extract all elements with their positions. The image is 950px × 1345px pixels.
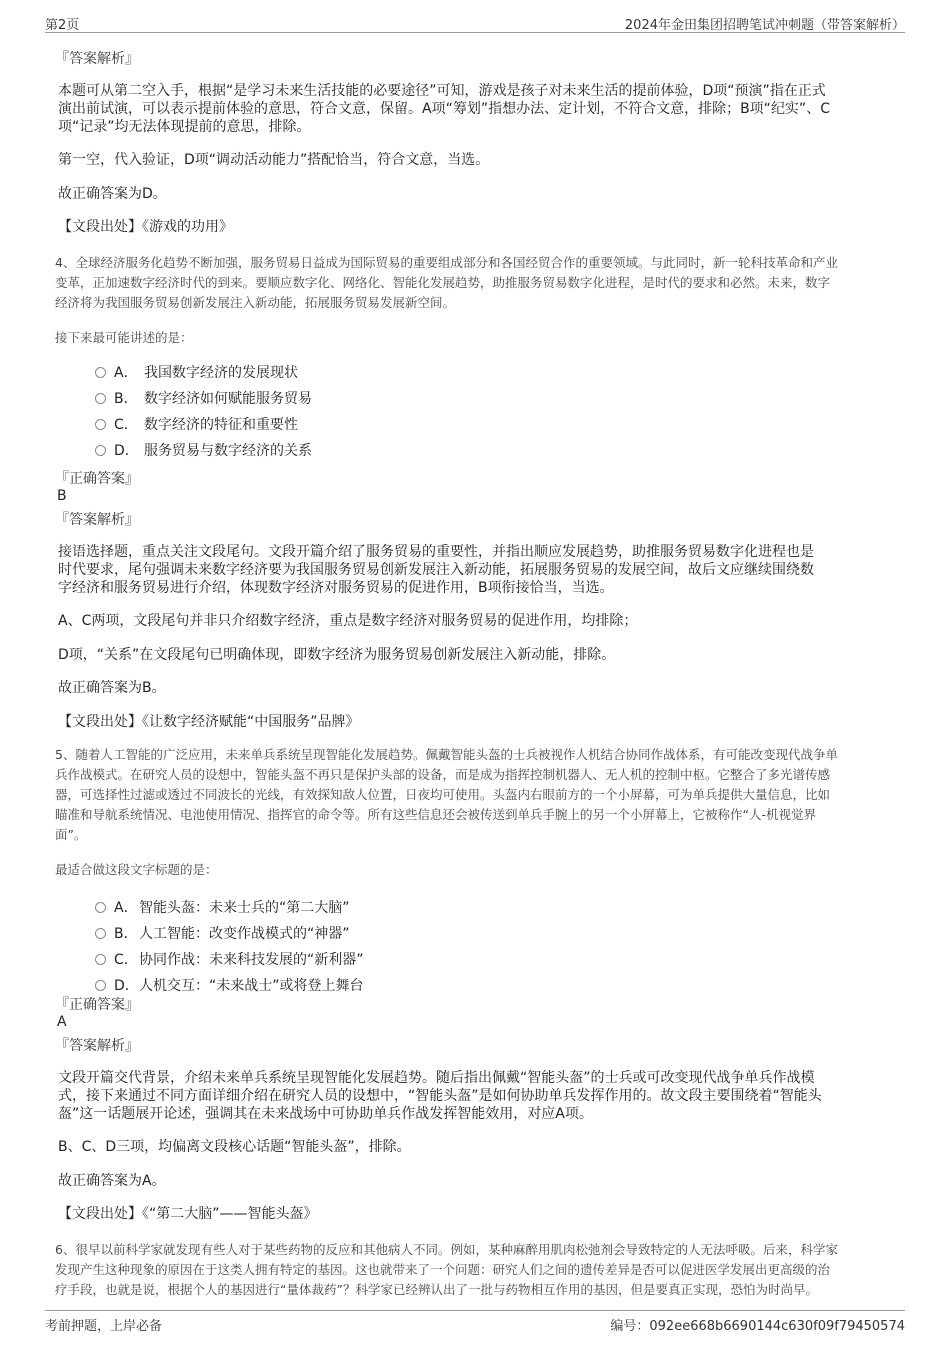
q4-analysis-p4: 故正确答案为B。 <box>58 680 166 696</box>
q4-option-d[interactable]: D． 服务贸易与数字经济的关系 <box>95 440 312 462</box>
q5-source <box>58 1205 318 1223</box>
q5-option-b[interactable]: B．人工智能：改变作战模式的“神器” <box>95 923 350 945</box>
q3-analysis-p3: 故正确答案为D。 <box>58 186 167 202</box>
q4-option-b[interactable]: B． 数字经济如何赋能服务贸易 <box>95 388 312 410</box>
q6-text-line-3: 疗手段，也就是说，根据个人的基因进行“量体裁药”？科学家已经辨认出了一批与药物相互作用的基因，但是要真正实现，恐怕为时尚早。 <box>55 1282 818 1297</box>
q5-prompt: 最适合做这段文字标题的是： <box>55 862 218 877</box>
correct-answer-label: 『正确答案』 <box>55 997 139 1013</box>
footer-slogan: 考前押题，上岸必备 <box>45 1319 163 1334</box>
radio-icon[interactable] <box>95 445 106 456</box>
q3-analysis-line-3: 项“记录”均无法体现提前的意思，排除。 <box>58 119 311 135</box>
q4-text-line-3: 经济将为我国服务贸易创新发展注入新动能，拓展服务贸易发展新空间。 <box>55 295 456 310</box>
q5-option-d[interactable]: D．人机交互：“未来战士”或将登上舞台 <box>95 975 364 997</box>
radio-icon[interactable] <box>95 367 106 378</box>
radio-icon[interactable] <box>95 902 106 913</box>
q5-option-c[interactable]: C．协同作战：未来科技发展的“新利器” <box>95 949 364 971</box>
q5-analysis-p2: B、C、D三项，均偏离文段核心话题“智能头盔”，排除。 <box>58 1139 411 1155</box>
q5-text-line-1: 5、随着人工智能的广泛应用，未来单兵系统呈现智能化发展趋势。佩戴智能头盔的士兵被视作人机结合协同作战体系，有可能改变现代战争单 <box>55 747 838 762</box>
q4-option-c[interactable]: C． 数字经济的特征和重要性 <box>95 414 298 436</box>
q4-text-line-2: 变革，正加速数字经济时代的到来。要顺应数字化、网络化、智能化发展趋势，助推服务贸易数字化进程，是时代的要求和必然。未来，数字 <box>55 275 831 290</box>
q5-text-line-4: 瞄准和导航系统情况、电池使用情况、指挥官的命令等。所有这些信息还会被传送到单兵手腕上的另一个小屏幕上，它被称作“人-机视觉界 <box>55 807 816 822</box>
source-title: 《游戏的功用》 <box>142 219 233 235</box>
q5-analysis-line-2: 式，接下来通过不同方面详细介绍在研究人员的设想中，“智能头盔”是如何协助单兵发挥作用的。故文段主要围绕着“智能头 <box>58 1088 822 1104</box>
q3-analysis-line-1: 本题可从第二空入手，根据“是学习未来生活技能的必要途径”可知，游戏是孩子对未来生活的提前体验，D项“预演”指在正式 <box>58 83 826 99</box>
q5-analysis-line-1: 文段开篇交代背景，介绍未来单兵系统呈现智能化发展趋势。随后指出佩戴“智能头盔”的士兵或可改变现代战争单兵作战模 <box>58 1070 815 1086</box>
q4-source <box>58 713 360 731</box>
q5-text-line-2: 兵作战模式。在研究人员的设想中，智能头盔不再只是保护头部的设备，而是成为指挥控制机器人、无人机的控制中枢。它整合了多光谱传感 <box>55 767 831 782</box>
document-title: 2024年金田集团招聘笔试冲刺题（带答案解析） <box>624 18 905 33</box>
radio-icon[interactable] <box>95 393 106 404</box>
source-label: 【文段出处】 <box>58 219 142 235</box>
q3-analysis-p2: 第一空，代入验证，D项“调动活动能力”搭配恰当，符合文意，当选。 <box>58 152 490 168</box>
footer-code-value: 092ee668b6690144c630f09f79450574 <box>649 1319 905 1334</box>
source-title: 《“第二大脑”——智能头盔》 <box>142 1206 318 1222</box>
source-title: 《让数字经济赋能“中国服务”品牌》 <box>142 714 360 730</box>
q4-analysis-line-1: 接语选择题，重点关注文段尾句。文段开篇介绍了服务贸易的重要性，并指出顺应发展趋势，助推服务贸易数字化进程也是 <box>58 544 814 560</box>
q4-option-a[interactable]: A． 我国数字经济的发展现状 <box>95 362 298 384</box>
source-label: 【文段出处】 <box>58 714 142 730</box>
q4-analysis-line-3: 字经济和服务贸易进行介绍，体现数字经济对服务贸易的促进作用，B项衔接恰当，当选。 <box>58 580 614 596</box>
page-number: 第2页 <box>45 18 80 33</box>
q4-analysis-p3: D项，“关系”在文段尾句已明确体现，即数字经济为服务贸易创新发展注入新动能，排除。 <box>58 647 616 663</box>
q3-analysis-line-2: 演出前试演，可以表示提前体验的意思，符合文意，保留。A项“筹划”指想办法、定计划，不符合文意，排除；B项“纪实”、C <box>58 101 830 117</box>
radio-icon[interactable] <box>95 980 106 991</box>
q5-analysis-p3: 故正确答案为A。 <box>58 1173 166 1189</box>
q3-source <box>58 218 233 236</box>
correct-answer-label: 『正确答案』 <box>55 471 139 487</box>
q4-analysis-p2: A、C两项，文段尾句并非只介绍数字经济，重点是数字经济对服务贸易的促进作用，均排除； <box>58 613 638 629</box>
q4-text-line-1: 4、全球经济服务化趋势不断加强，服务贸易日益成为国际贸易的重要组成部分和各国经贸合作的重要领域。与此同时，新一轮科技革命和产业 <box>55 255 838 270</box>
analysis-label: 『答案解析』 <box>55 51 139 67</box>
q4-answer: B <box>57 488 67 504</box>
q4-analysis-line-2: 时代要求，尾句强调未来数字经济要为我国服务贸易创新发展注入新动能，拓展服务贸易的发展空间，故后文应继续围绕数 <box>58 562 814 578</box>
q6-text-line-1: 6、很早以前科学家就发现有些人对于某些药物的反应和其他病人不同。例如，某种麻醉用肌肉松弛剂会导致特定的人无法呼吸。后来，科学家 <box>55 1242 838 1257</box>
q6-text-line-2: 发现产生这种现象的原因在于这类人拥有特定的基因。这也就带来了一个问题：研究人们之间的遗传差异是否可以促进医学发展出更高级的治 <box>55 1262 831 1277</box>
q5-text-line-3: 器，可选择性过滤或透过不同波长的光线，有效探知敌人位置，日夜均可使用。头盔内右眼前方的一个小屏幕，可为单兵提供大量信息，比如 <box>55 787 831 802</box>
radio-icon[interactable] <box>95 954 106 965</box>
q5-analysis-line-3: 盔”这一话题展开论述，强调其在未来战场中可协助单兵作战发挥智能效用，对应A项。 <box>58 1106 593 1122</box>
page-header <box>45 10 905 33</box>
footer-code-label: 编号： <box>610 1319 650 1334</box>
source-label: 【文段出处】 <box>58 1206 142 1222</box>
page-footer <box>45 1310 905 1335</box>
footer-code <box>610 1315 905 1334</box>
radio-icon[interactable] <box>95 928 106 939</box>
q5-option-a[interactable]: A．智能头盔：未来士兵的“第二大脑” <box>95 897 350 919</box>
radio-icon[interactable] <box>95 419 106 430</box>
analysis-label: 『答案解析』 <box>55 1038 139 1054</box>
q5-answer: A <box>57 1014 67 1030</box>
q4-prompt: 接下来最可能讲述的是： <box>55 330 193 345</box>
q5-text-line-5: 面”。 <box>55 827 87 842</box>
analysis-label: 『答案解析』 <box>55 512 139 528</box>
